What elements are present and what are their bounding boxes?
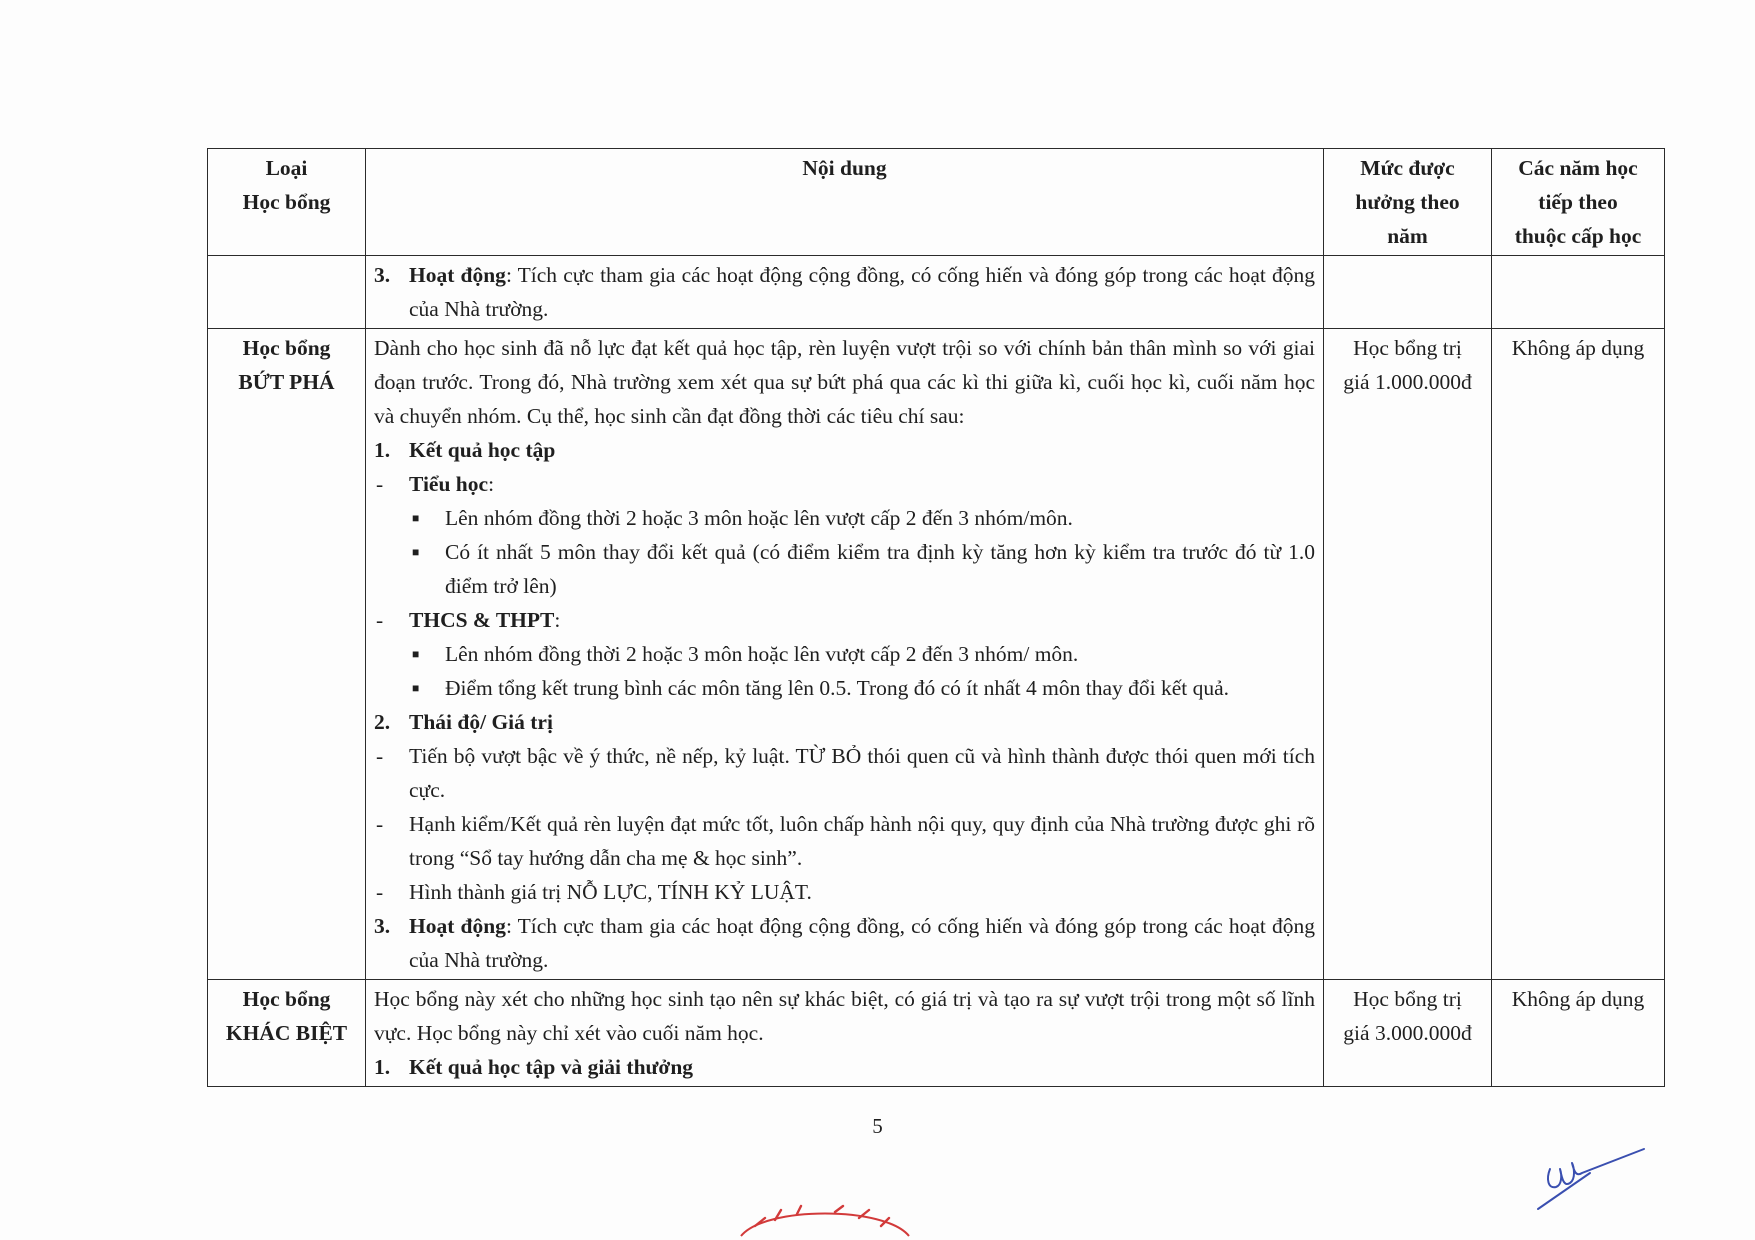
cell-next-years-empty bbox=[1492, 256, 1665, 329]
bullet-item: ■ Lên nhóm đồng thời 2 hoặc 3 môn hoặc lên vượt cấp 2 đến 3 nhóm/môn. bbox=[412, 506, 1073, 530]
table-row-khac-biet bbox=[208, 980, 1665, 1087]
dash-item: - Tiểu học: bbox=[376, 472, 495, 496]
cell-category-empty bbox=[208, 256, 366, 329]
cell-amount: Học bổng trị giá 1.000.000đ bbox=[1324, 329, 1492, 980]
header-content: Nội dung bbox=[366, 149, 1324, 256]
cell-amount-empty bbox=[1324, 256, 1492, 329]
numbered-item: 3. Hoạt động: Tích cực tham gia các hoạt động cộng đồng, có cống hiến và đóng góp trong các hoạt động của Nhà trường. bbox=[374, 914, 1315, 972]
header-amount: Mức được hưởng theo năm bbox=[1324, 149, 1492, 256]
header-category: Loại Học bổng bbox=[208, 149, 366, 256]
numbered-item: 3. Hoạt động: Tích cực tham gia các hoạt động cộng đồng, có cống hiến và đóng góp trong các hoạt động của Nhà trường. bbox=[374, 263, 1315, 321]
stamp-icon bbox=[735, 1196, 915, 1240]
intro-paragraph: Học bổng này xét cho những học sinh tạo nên sự khác biệt, có giá trị và tạo ra sự vượt trội trong một số lĩnh vực. Học bổng này chỉ xét vào cuối năm học. bbox=[374, 987, 1315, 1045]
bullet-item: ■ Điểm tổng kết trung bình các môn tăng lên 0.5. Trong đó có ít nhất 4 môn thay đổi kết quả. bbox=[412, 676, 1230, 700]
intro-paragraph: Dành cho học sinh đã nỗ lực đạt kết quả học tập, rèn luyện vượt trội so với chính bản thân mình so với giai đoạn trước. Trong đó, Nhà trường xem xét qua sự bứt phá qua các kì thi giữa kì, cuối học kì, cuối năm học và chuyển nhóm. Cụ thể, học sinh cần đạt đồng thời các tiêu chí sau: bbox=[374, 336, 1315, 428]
dash-item: - Hạnh kiểm/Kết quả rèn luyện đạt mức tốt, luôn chấp hành nội quy, quy định của Nhà trường được ghi rõ trong “Sổ tay hướng dẫn cha mẹ & học sinh”. bbox=[376, 812, 1315, 870]
cell-content bbox=[366, 980, 1324, 1087]
signature-icon bbox=[1532, 1143, 1652, 1213]
cell-amount: Học bổng trị giá 3.000.000đ bbox=[1324, 980, 1492, 1087]
scholarship-table bbox=[207, 148, 1665, 1087]
cell-content bbox=[366, 329, 1324, 980]
page-number: 5 bbox=[872, 1114, 883, 1138]
header-next-years: Các năm học tiếp theo thuộc cấp học bbox=[1492, 149, 1665, 256]
table-header-row bbox=[208, 149, 1665, 256]
dash-item: - THCS & THPT: bbox=[376, 608, 561, 632]
section-heading: 1. Kết quả học tập bbox=[374, 438, 556, 462]
table-row-but-pha bbox=[208, 329, 1665, 980]
cell-content bbox=[366, 256, 1324, 329]
dash-item: - Hình thành giá trị NỖ LỰC, TÍNH KỶ LUẬT. bbox=[376, 880, 812, 904]
bullet-item: ■ Lên nhóm đồng thời 2 hoặc 3 môn hoặc lên vượt cấp 2 đến 3 nhóm/ môn. bbox=[412, 642, 1079, 666]
cell-next-years: Không áp dụng bbox=[1492, 329, 1665, 980]
cell-category: Học bổng BỨT PHÁ bbox=[208, 329, 366, 980]
cell-next-years: Không áp dụng bbox=[1492, 980, 1665, 1087]
section-heading: 2. Thái độ/ Giá trị bbox=[374, 710, 553, 734]
section-heading: 1. Kết quả học tập và giải thưởng bbox=[374, 1055, 694, 1079]
bullet-item: ■ Có ít nhất 5 môn thay đổi kết quả (có điểm kiểm tra định kỳ tăng hơn kỳ kiểm tra trước đó từ 1.0 điểm trở lên) bbox=[412, 540, 1315, 598]
dash-item: - Tiến bộ vượt bậc về ý thức, nề nếp, kỷ luật. TỪ BỎ thói quen cũ và hình thành được thói quen mới tích cực. bbox=[376, 744, 1315, 802]
cell-category: Học bổng KHÁC BIỆT bbox=[208, 980, 366, 1087]
table-row-continued bbox=[208, 256, 1665, 329]
